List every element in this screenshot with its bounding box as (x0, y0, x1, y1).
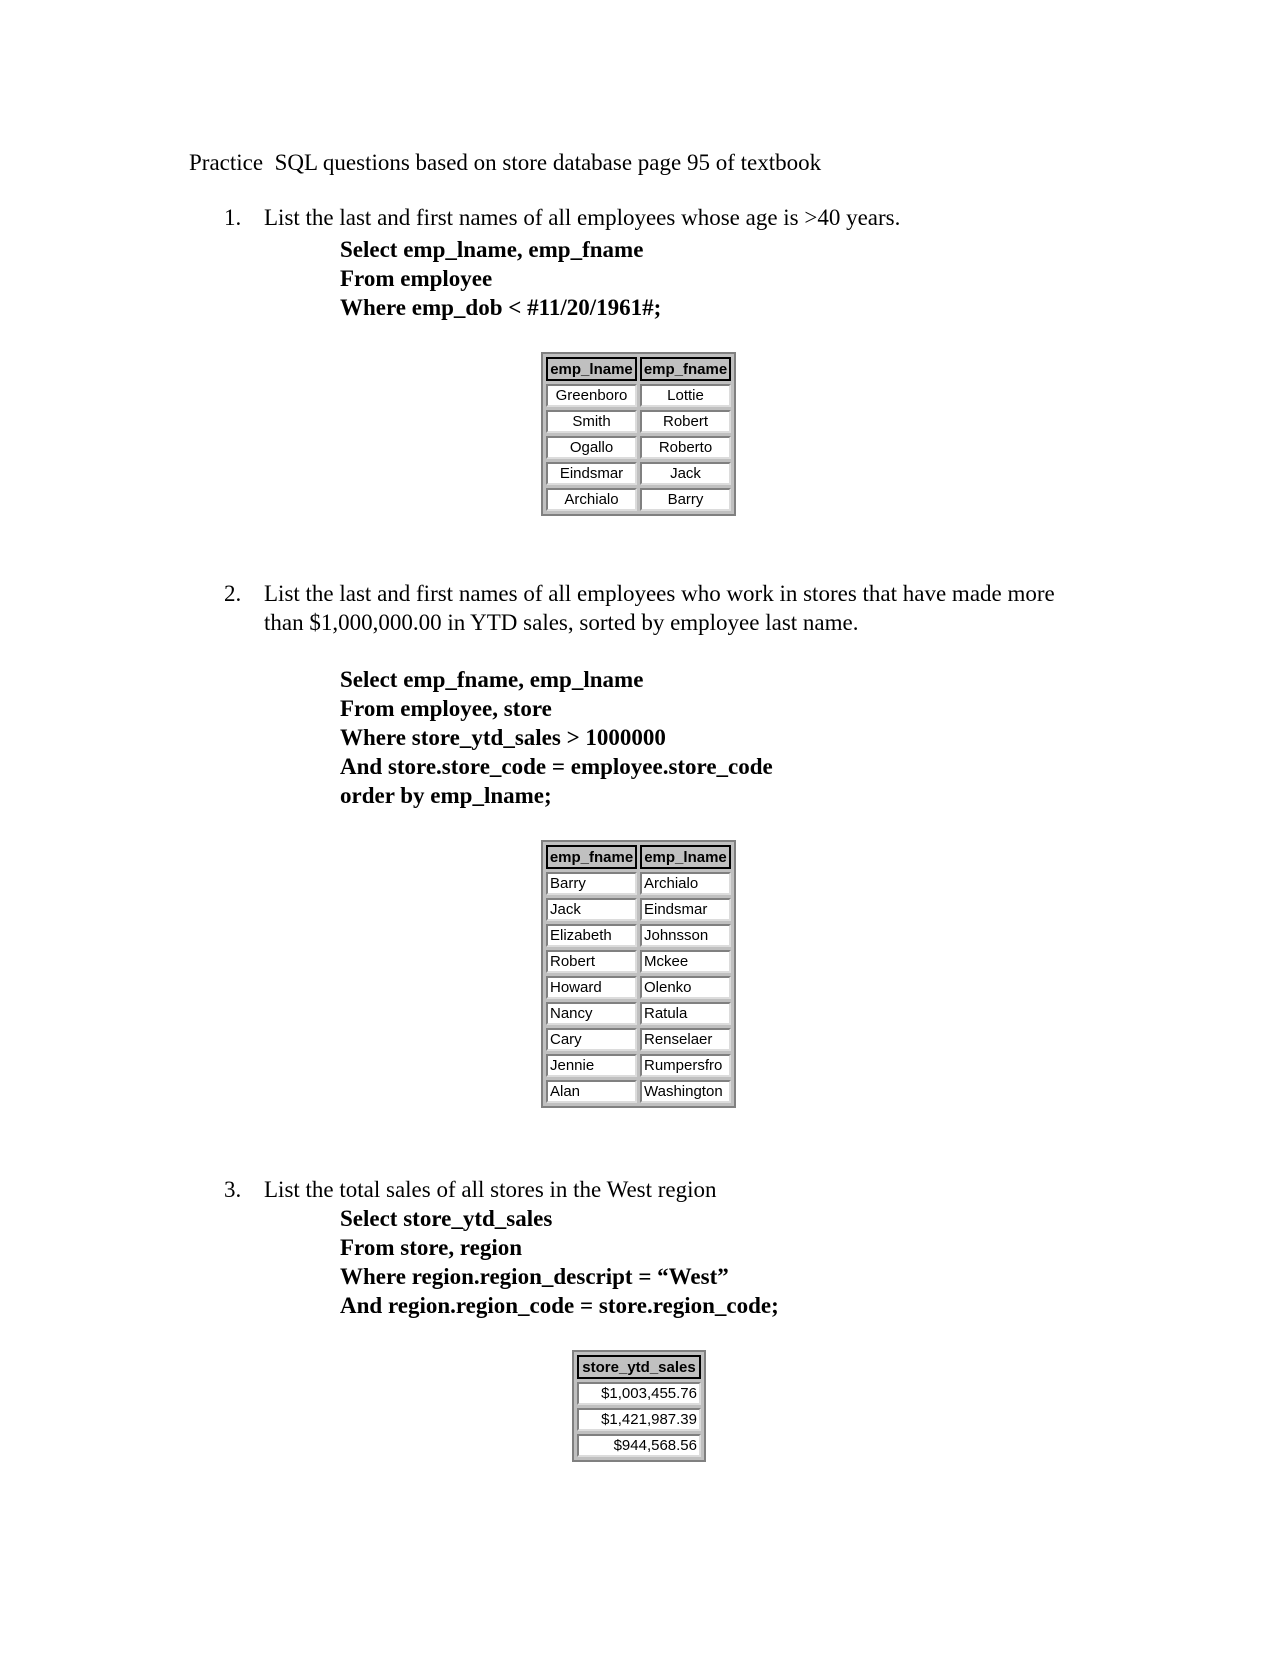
sql-line: And region.region_code = store.region_code; (340, 1293, 779, 1318)
result-table-2 (541, 840, 736, 1108)
table-cell: Roberto (640, 436, 731, 459)
question-text: List the last and first names of all employees who work in stores that have made more than $1,000,000.00 in YTD sales, sorted by employee last name. (264, 581, 1055, 635)
table-row (546, 384, 731, 407)
table-cell: Rumpersfro (640, 1054, 731, 1077)
table-row (546, 462, 731, 485)
result-table-3 (572, 1350, 706, 1462)
sql-line: From store, region (340, 1235, 523, 1260)
table-cell: Howard (546, 976, 637, 999)
column-header: emp_lname (640, 845, 731, 869)
table-row (546, 976, 731, 999)
table-cell: Elizabeth (546, 924, 637, 947)
sql-query-2 (340, 665, 773, 810)
column-header: emp_fname (546, 845, 637, 869)
table-cell: Lottie (640, 384, 731, 407)
sql-line: From employee (340, 266, 493, 291)
table-row (546, 924, 731, 947)
table-cell: Mckee (640, 950, 731, 973)
sql-line: From employee, store (340, 696, 552, 721)
table-row (546, 410, 731, 433)
question-number: 2. (224, 581, 242, 606)
table-row (546, 1080, 731, 1103)
sql-line: Select emp_fname, emp_lname (340, 667, 644, 692)
sql-line: Select emp_lname, emp_fname (340, 237, 644, 262)
table-row (546, 898, 731, 921)
table-row (577, 1434, 701, 1457)
table-cell: Alan (546, 1080, 637, 1103)
table-cell: Ratula (640, 1002, 731, 1025)
question-number: 1. (224, 205, 242, 230)
sql-line: And store.store_code = employee.store_code (340, 754, 773, 779)
table-row (577, 1408, 701, 1431)
table-cell: Greenboro (546, 384, 637, 407)
table-row (546, 950, 731, 973)
table-cell: Jack (546, 898, 637, 921)
sql-line: order by emp_lname; (340, 783, 552, 808)
sql-line: Where emp_dob < #11/20/1961#; (340, 295, 662, 320)
table-cell: Robert (546, 950, 637, 973)
table-cell: Barry (640, 488, 731, 511)
table-cell: Robert (640, 410, 731, 433)
table-cell: Jennie (546, 1054, 637, 1077)
table-cell: Barry (546, 872, 637, 895)
sql-line: Where store_ytd_sales > 1000000 (340, 725, 666, 750)
table-row (546, 1002, 731, 1025)
table-cell: Jack (640, 462, 731, 485)
table-row (546, 1054, 731, 1077)
table-row (546, 1028, 731, 1051)
table-row (546, 436, 731, 459)
table-cell: Nancy (546, 1002, 637, 1025)
table-cell: $944,568.56 (577, 1434, 701, 1457)
column-header: emp_fname (640, 357, 731, 381)
question-text: List the total sales of all stores in the West region (264, 1177, 717, 1202)
table-row (546, 872, 731, 895)
table-header-row (546, 845, 731, 869)
table-cell: Cary (546, 1028, 637, 1051)
question-text: List the last and first names of all employees whose age is >40 years. (264, 205, 901, 230)
column-header: emp_lname (546, 357, 637, 381)
table-cell: Eindsmar (640, 898, 731, 921)
sql-line: Select store_ytd_sales (340, 1206, 553, 1231)
table-cell: Olenko (640, 976, 731, 999)
table-header-row (546, 357, 731, 381)
table-cell: $1,003,455.76 (577, 1382, 701, 1405)
table-cell: Archialo (546, 488, 637, 511)
table-cell: $1,421,987.39 (577, 1408, 701, 1431)
table-cell: Smith (546, 410, 637, 433)
table-cell: Archialo (640, 872, 731, 895)
column-header: store_ytd_sales (577, 1355, 701, 1379)
table-header-row (577, 1355, 701, 1379)
table-cell: Washington (640, 1080, 731, 1103)
question-number: 3. (224, 1177, 242, 1202)
table-row (577, 1382, 701, 1405)
page-title: Practice SQL questions based on store database page 95 of textbook (189, 150, 822, 175)
sql-query-3 (340, 1204, 779, 1320)
sql-query-1 (340, 235, 661, 322)
table-cell: Renselaer (640, 1028, 731, 1051)
table-cell: Ogallo (546, 436, 637, 459)
result-table-1 (541, 352, 736, 516)
table-row (546, 488, 731, 511)
sql-line: Where region.region_descript = “West” (340, 1264, 729, 1289)
table-cell: Johnsson (640, 924, 731, 947)
table-cell: Eindsmar (546, 462, 637, 485)
